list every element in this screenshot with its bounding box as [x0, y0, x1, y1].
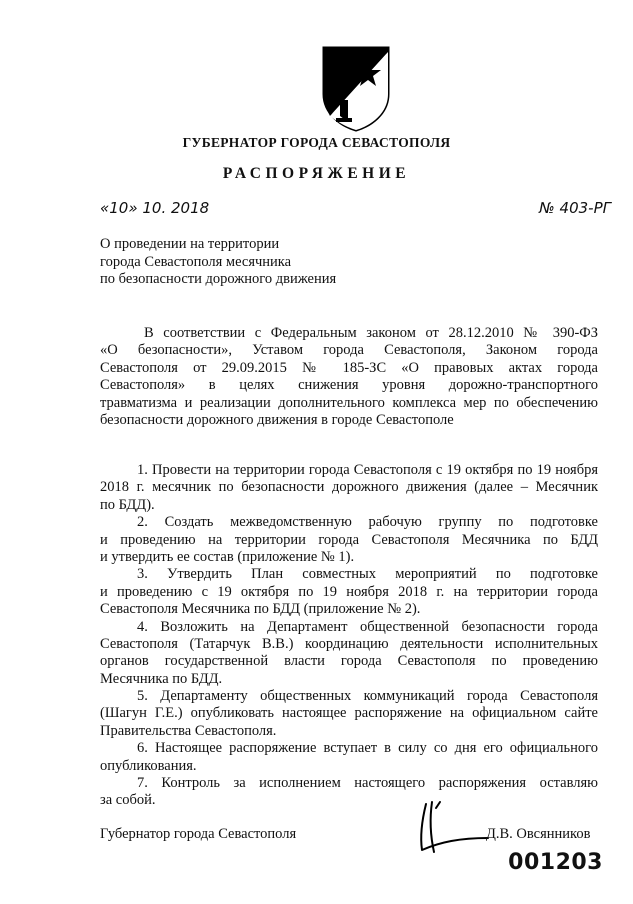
preamble-paragraph: [100, 325, 598, 429]
signatory-position: Губернатор города Севастополя: [100, 826, 297, 842]
numbered-items: [100, 462, 598, 810]
item-line: 7. Контроль за исполнением настоящего распоряжения оставляю: [137, 775, 598, 792]
subject-line: по безопасности дорожного движения: [100, 271, 337, 287]
item-line: Севастополя (Татарчук В.В.) координацию деятельности исполнительных: [100, 635, 598, 652]
item-line: 1. Провести на территории города Севастополя с 19 октября по 19 ноября: [137, 462, 598, 478]
document-number: № 403-РГ: [539, 199, 611, 217]
coat-of-arms-emblem: [318, 44, 394, 132]
item-line: 6. Настоящее распоряжение вступает в силу со дня его официального: [137, 740, 598, 757]
preamble-line: безопасности дорожного движения в городе Севастополе: [100, 411, 454, 428]
item-line: 4. Возложить на Департамент общественной безопасности города: [137, 618, 598, 635]
item-line: 2018 г. месячник по безопасности дорожного движения (далее – Месячник: [100, 479, 598, 496]
document-type-title: РАСПОРЯЖЕНИЕ: [222, 165, 411, 182]
preamble-line: Севастополя от 29.09.2015 № 185-ЗС «О правовых актах города: [100, 359, 598, 376]
preamble-line: Севастополя» в целях снижения уровня дорожно-транспортного: [100, 377, 598, 394]
item-line: (Шагун Г.Е.) опубликовать настоящее распоряжение на официальном сайте: [100, 705, 598, 722]
handwritten-signature: [400, 798, 490, 858]
item-line: Севастополя Месячника по БДД (приложение № 2).: [100, 601, 421, 618]
item-line: Правительства Севастополя.: [100, 722, 277, 739]
item-line: и проведению на территории города Севастополя Месячника по БДД: [100, 531, 598, 548]
item-line: по БДД).: [100, 496, 155, 513]
signatory-name: Д.В. Овсянников: [486, 826, 591, 842]
preamble-line: травматизма и реализации дополнительного комплекса мер по обеспечению: [100, 394, 598, 411]
item-line: опубликования.: [100, 757, 197, 774]
item-line: органов государственной власти города Севастополя по проведению: [100, 653, 598, 670]
serial-number: 001203: [508, 850, 603, 875]
preamble-line: В соответствии с Федеральным законом от 28.12.2010 № 390-ФЗ: [144, 325, 598, 341]
item-line: за собой.: [100, 792, 156, 809]
item-line: и проведению с 19 октября по 19 ноября 2018 г. на территории города: [100, 583, 598, 600]
item-line: 3. Утвердить План совместных мероприятий по подготовке: [137, 566, 598, 583]
item-line: 2. Создать межведомственную рабочую группу по подготовке: [137, 514, 598, 531]
item-line: и утвердить ее состав (приложение № 1).: [100, 548, 355, 565]
document-subject: [100, 236, 336, 289]
subject-line: города Севастополя месячника: [100, 253, 292, 270]
preamble-line: «О безопасности», Уставом города Севастополя, Законом города: [100, 342, 598, 359]
issuing-authority: ГУБЕРНАТОР ГОРОДА СЕВАСТОПОЛЯ: [182, 135, 451, 150]
item-line: Месячника по БДД.: [100, 670, 223, 687]
subject-line: О проведении на территории: [100, 236, 280, 252]
document-date: «10» 10. 2018: [100, 199, 210, 217]
item-line: 5. Департаменту общественных коммуникаций города Севастополя: [137, 688, 598, 705]
